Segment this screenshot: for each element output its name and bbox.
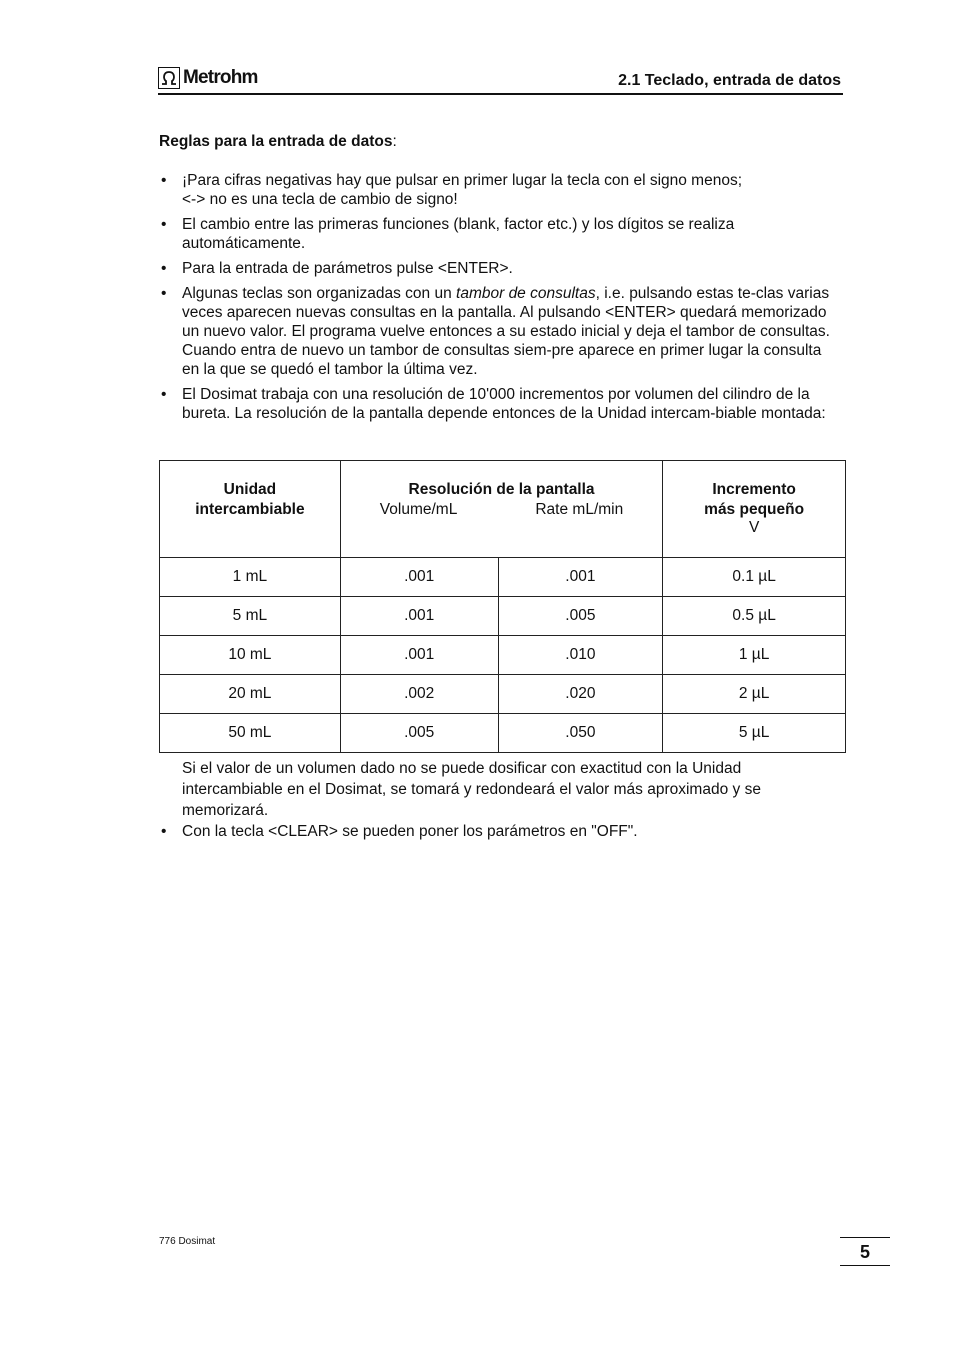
header-resolution-title: Resolución de la pantalla: [408, 481, 595, 498]
table-cell: .005: [340, 714, 498, 753]
text-span: , i.e. pulsando estas te-clas varias veces aparecen nuevas consultas en la pantalla. Al pulsando <ENTER> quedará memorizado un nuevo valor. El programa vuelve entonces a su estado inicial y deja el tambor de consultas. Cuando entra de nuevo un tambor de consultas siem-pre aparece en primer lugar la consulta en la que se quedó el tambor la última vez.: [182, 285, 830, 378]
rounding-note: Si el valor de un volumen dado no se puede dosificar con exactitud con la Unidad intercambiable en el Dosimat, se tomará y redondeará el valor más aproximado y se memorizará.: [182, 760, 761, 819]
bullet-dot: •: [161, 216, 167, 233]
clear-bullet: [159, 822, 839, 841]
table-cell: 20 mL: [160, 675, 341, 714]
table-cell: .001: [340, 558, 498, 597]
emphasis-text: tambor de consultas: [456, 285, 596, 302]
list-item: [159, 171, 839, 209]
table-cell: 5 mL: [160, 597, 341, 636]
table-cell: .001: [498, 558, 663, 597]
logo-wordmark: Metrohm: [183, 67, 258, 88]
list-item: [159, 259, 839, 278]
table-row: [160, 675, 846, 714]
list-item-text: [182, 171, 839, 209]
page-number: 5: [859, 1242, 870, 1262]
table-cell: .050: [498, 714, 663, 753]
bullet-dot: •: [161, 285, 167, 302]
text-span: Algunas teclas son organizadas con un: [182, 285, 457, 302]
page-number-box: [840, 1237, 890, 1266]
table-cell: .002: [340, 675, 498, 714]
section-title: 2.1 Teclado, entrada de datos: [618, 72, 841, 89]
rules-heading-text: Reglas para la entrada de datos: [159, 133, 393, 150]
text-span: El cambio entre las primeras funciones (blank, factor etc.) y los dígitos se realiza: [182, 216, 735, 233]
header-unit-line1: Unidad: [223, 481, 277, 498]
table-cell: .001: [340, 597, 498, 636]
table-row: [160, 597, 846, 636]
bullet-dot: •: [161, 386, 167, 403]
table-cell: .005: [498, 597, 663, 636]
table-cell: .010: [498, 636, 663, 675]
table-cell: 1 mL: [160, 558, 341, 597]
header-increment-line3: V: [748, 519, 760, 536]
list-item: [159, 385, 839, 423]
header-increment-line1: Incremento: [712, 481, 796, 498]
table-cell: .020: [498, 675, 663, 714]
table-header-row: [160, 461, 846, 558]
rules-bullet-list: [159, 171, 839, 429]
header-resolution: [340, 461, 662, 558]
text-span: <-> no es una tecla de cambio de signo!: [182, 191, 458, 208]
table-cell: 10 mL: [160, 636, 341, 675]
resolution-table: [159, 460, 846, 753]
header-rate: Rate mL/min: [535, 501, 624, 518]
header-volume: Volume/mL: [379, 501, 458, 518]
metrohm-logo: [158, 66, 258, 90]
table-cell: 0.1 µL: [663, 558, 846, 597]
list-item-text: [182, 259, 839, 278]
table-row: [160, 636, 846, 675]
rules-heading: [159, 133, 397, 151]
table-cell: .001: [340, 636, 498, 675]
list-item: [159, 284, 839, 379]
text-span: ¡Para cifras negativas hay que pulsar en primer lugar la tecla con el signo menos;: [182, 172, 743, 189]
header-unit-line2: intercambiable: [195, 501, 305, 518]
table-cell: 50 mL: [160, 714, 341, 753]
table-cell: 5 µL: [663, 714, 846, 753]
header-increment: [663, 461, 846, 558]
after-table-text: [159, 758, 839, 847]
table-cell: 0.5 µL: [663, 597, 846, 636]
bullet-dot: •: [161, 172, 167, 189]
table-cell: 1 µL: [663, 636, 846, 675]
table-row: [160, 714, 846, 753]
bullet-dot: •: [161, 823, 167, 840]
footer-product: 776 Dosimat: [159, 1236, 216, 1247]
list-item-text: [182, 215, 839, 253]
text-span: automáticamente.: [182, 235, 306, 252]
table-cell: 2 µL: [663, 675, 846, 714]
list-item: [159, 215, 839, 253]
text-span: Para la entrada de parámetros pulse <ENTER>.: [182, 260, 513, 277]
bullet-dot: •: [161, 260, 167, 277]
header-divider: [158, 93, 843, 95]
list-item-text: [182, 385, 839, 423]
omega-logo-icon: [158, 67, 180, 89]
rules-heading-colon: :: [392, 133, 397, 150]
table-row: [160, 558, 846, 597]
text-span: El Dosimat trabaja con una resolución de 10'000 incrementos por volumen del cilindro de la bureta. La resolución de la pantalla depende entonces de la Unidad intercam-biable montada:: [182, 386, 826, 422]
header-unit: [160, 461, 341, 558]
clear-bullet-text: Con la tecla <CLEAR> se pueden poner los parámetros en "OFF".: [182, 823, 638, 840]
list-item-text: [182, 284, 839, 379]
header-increment-line2: más pequeño: [704, 501, 805, 518]
